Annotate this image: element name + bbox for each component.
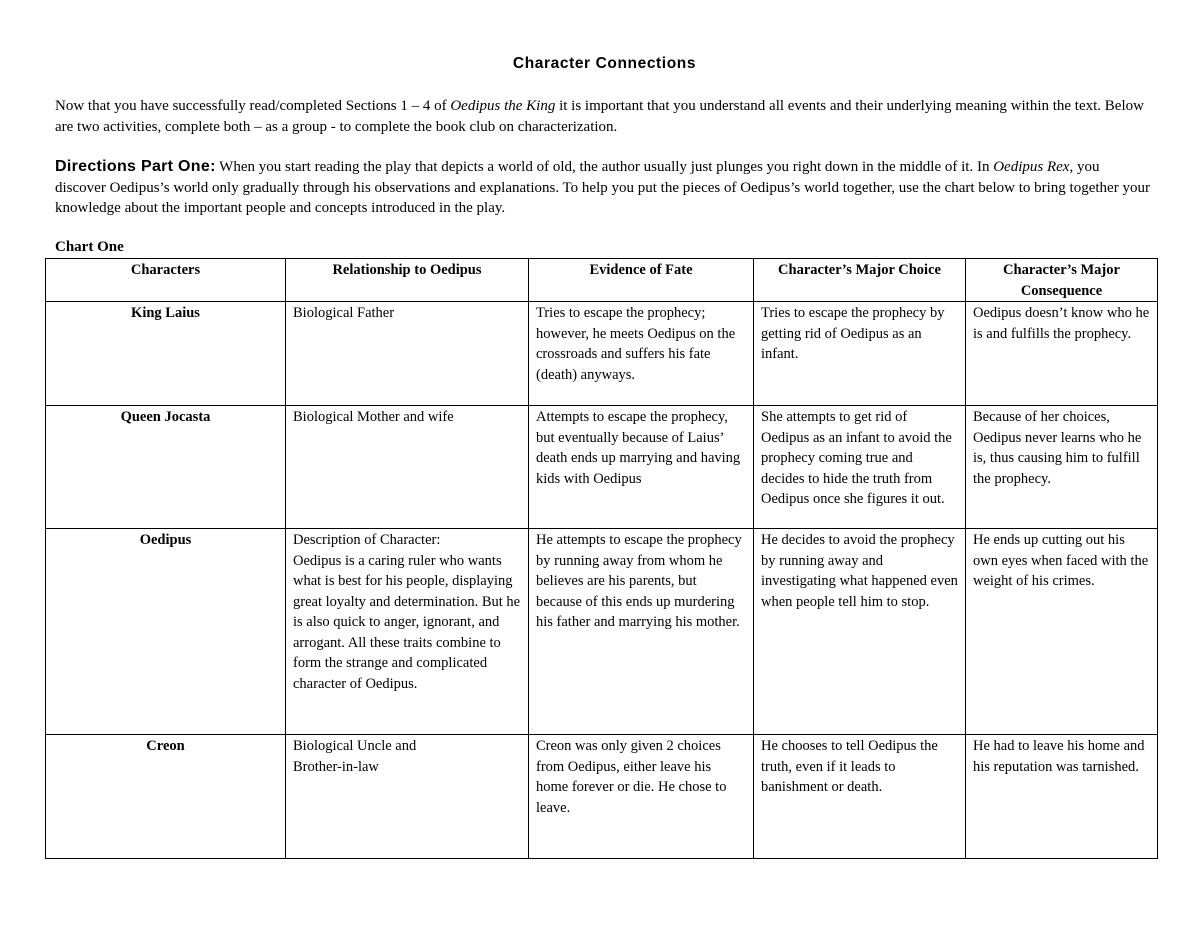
relationship-text-line2: Oedipus is a caring ruler who wants what is best for his people, displaying great loyalty and determination. But he is also quick to anger, ignorant, and arrogant. All these traits combine to form the strange and complicated character of Oedipus. [293, 552, 521, 692]
relationship-cell [286, 406, 529, 529]
relationship-text: Description of Character: [293, 532, 441, 548]
directions-text-start: When you start reading the play that depicts a world of old, the author usually just plunges you right down in the middle of it. In [215, 159, 994, 175]
choice-cell: He chooses to tell Oedipus the truth, even if it leads to banishment or death. [754, 735, 966, 859]
table-row [46, 529, 1158, 735]
intro-book-title: Oedipus the King [450, 98, 556, 114]
table-row [46, 735, 1158, 859]
evidence-cell: Tries to escape the prophecy; however, he meets Oedipus on the crossroads and suffers his fate (death) anyways. [529, 302, 754, 406]
directions-paragraph [55, 157, 1150, 219]
relationship-cell [286, 735, 529, 859]
choice-cell: She attempts to get rid of Oedipus as an infant to avoid the prophecy coming true and decides to hide the truth from Oedipus once she figures it out. [754, 406, 966, 529]
chart-label: Chart One [55, 239, 124, 255]
evidence-cell: Attempts to escape the prophecy, but eventually because of Laius’ death ends up marrying and having kids with Oedipus [529, 406, 754, 529]
header-major-consequence: Character’s Major Consequence [966, 259, 1158, 302]
header-evidence-of-fate: Evidence of Fate [529, 259, 754, 302]
evidence-cell: He attempts to escape the prophecy by running away from whom he believes are his parents, but because of this ends up murdering his father and marrying his mother. [529, 529, 754, 735]
directions-text-end: , you discover Oedipus’s world only gradually through his observations and explanations. To help you put the pieces of Oedipus’s world together, use the chart below to bring together your knowledge about the important people and concepts introduced in the play. [55, 159, 1150, 216]
header-relationship: Relationship to Oedipus [286, 259, 529, 302]
relationship-cell [286, 302, 529, 406]
table-row [46, 406, 1158, 529]
relationship-text-line2: Brother-in-law [293, 758, 379, 775]
character-name: Creon [46, 735, 286, 859]
character-chart-table [45, 258, 1158, 859]
consequence-cell: Oedipus doesn’t know who he is and fulfills the prophecy. [966, 302, 1158, 406]
relationship-text: Biological Mother and wife [293, 409, 454, 425]
character-name: Oedipus [46, 529, 286, 735]
relationship-cell [286, 529, 529, 735]
consequence-cell: He had to leave his home and his reputation was tarnished. [966, 735, 1158, 859]
table-row [46, 302, 1158, 406]
character-name: King Laius [46, 302, 286, 406]
choice-cell: Tries to escape the prophecy by getting rid of Oedipus as an infant. [754, 302, 966, 406]
table-header-row [46, 259, 1158, 302]
document-title: Character Connections [512, 55, 697, 72]
directions-label: Directions Part One: [55, 158, 216, 175]
intro-text-start: Now that you have successfully read/completed Sections 1 – 4 of [55, 98, 451, 114]
intro-paragraph [55, 96, 1145, 137]
consequence-cell: Because of her choices, Oedipus never learns who he is, thus causing him to fulfill the prophecy. [966, 406, 1158, 529]
evidence-cell: Creon was only given 2 choices from Oedipus, either leave his home forever or die. He chose to leave. [529, 735, 754, 859]
choice-cell: He decides to avoid the prophecy by running away and investigating what happened even when people tell him to stop. [754, 529, 966, 735]
header-characters: Characters [46, 259, 286, 302]
relationship-text: Biological Father [293, 305, 395, 321]
relationship-text: Biological Uncle and [293, 738, 417, 754]
header-major-choice: Character’s Major Choice [754, 259, 966, 302]
directions-book-title: Oedipus Rex [993, 159, 1070, 175]
consequence-cell: He ends up cutting out his own eyes when faced with the weight of his crimes. [966, 529, 1158, 735]
intro-text-end: it is important that you understand all events and their underlying meaning within the text. Below are two activities, complete both – as a group - to complete the book club on characterization. [55, 98, 1144, 135]
character-name: Queen Jocasta [46, 406, 286, 529]
